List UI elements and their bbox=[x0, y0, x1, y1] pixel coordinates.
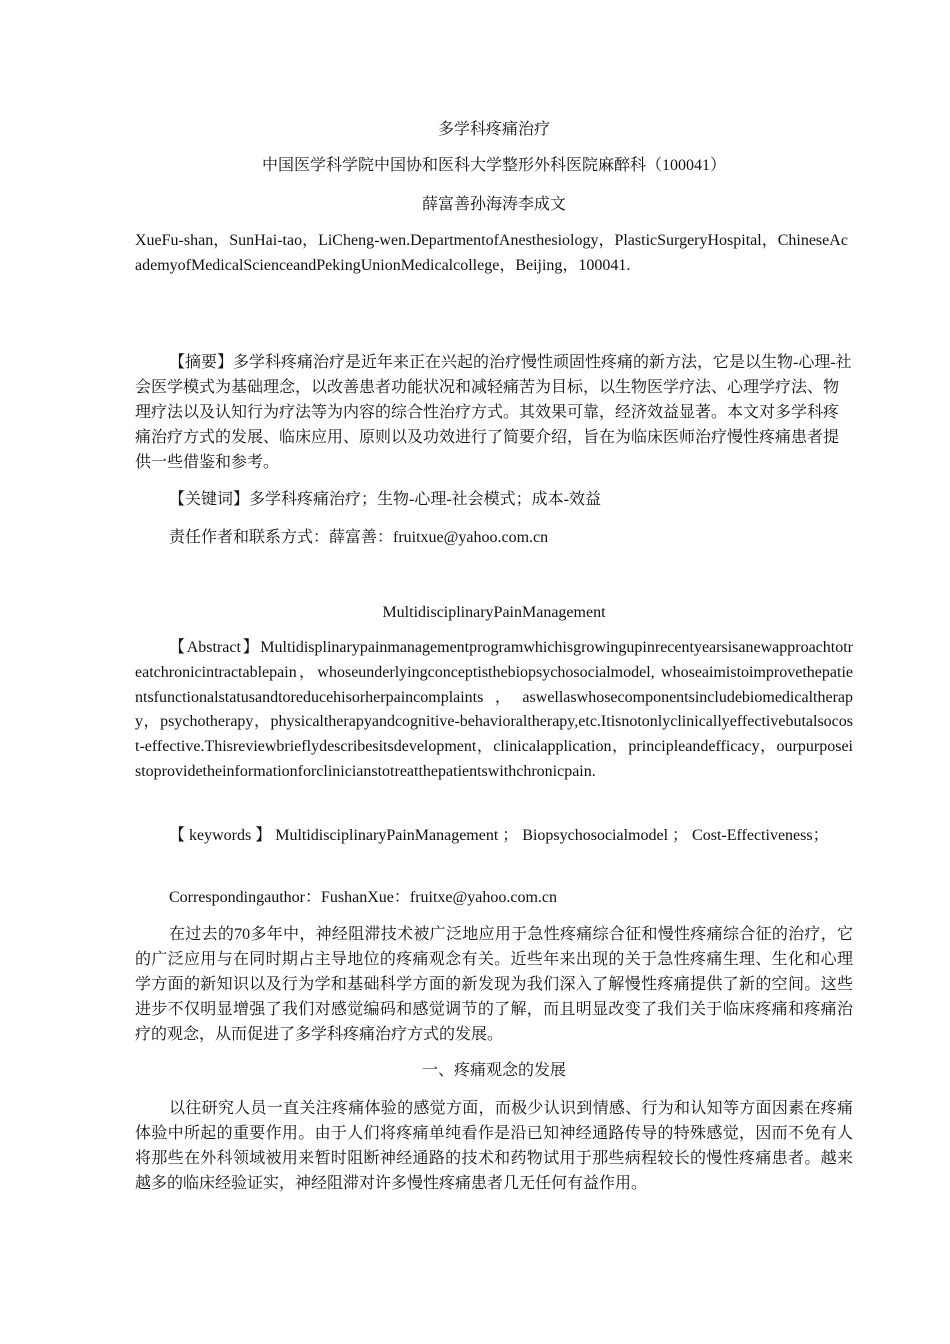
section-heading: 一、疼痛观念的发展 bbox=[421, 1062, 566, 1079]
correspondence-cn: 责任作者和联系方式：薛富善：fruitxue@yahoo.com.cn bbox=[169, 529, 549, 546]
english-title: MultidisciplinaryPainManagement bbox=[382, 604, 606, 621]
affiliation-cn: 中国医学科学院中国协和医科大学整形外科医院麻醉科（100041） bbox=[261, 157, 726, 174]
intro-paragraph: 在过去的70多年中，神经阻滞技术被广泛地应用于急性疼痛综合征和慢性疼痛综合征的治疗，它的广泛应用与在同时期占主导地位的疼痛观念有关。近些年来出现的关于急性疼痛生理、生化和心理学方面的新知识以及行为学和基础科学方面的新发现为我们深入了解慢性疼痛提供了新的空间。这些进步不仅明显增强了我们对感觉编码和感觉调节的了解，而且明显改变了我们关于临床疼痛和疼痛治疗的观念，从而促进了多学科疼痛治疗方式的发展。 bbox=[135, 926, 853, 1043]
abstract-cn: 【摘要】多学科疼痛治疗是近年来正在兴起的治疗慢性顽固性疼痛的新方法，它是以生物-心理-社会医学模式为基础理念，以改善患者功能状况和减轻痛苦为目标，以生物医学疗法、心理学疗法、物理疗法以及认知行为疗法等为内容的综合性治疗方式。其效果可靠，经济效益显著。本文对多学科疼痛治疗方式的发展、临床应用、原则以及功效进行了简要介绍，旨在为临床医师治疗慢性疼痛患者提供一些借鉴和参考。 bbox=[135, 354, 852, 471]
authors-cn: 薛富善孙海涛李成文 bbox=[421, 196, 566, 213]
paper-title: 多学科疼痛治疗 bbox=[437, 121, 550, 138]
keywords-en: 【 keywords 】 MultidisciplinaryPainManagement ； Biopsychosocialmodel ； Cost-Effectiveness； bbox=[169, 827, 829, 844]
abstract-en: 【Abstract】Multidisplinarypainmanagementprogramwhichisgrowingupinrecentyearsisanewapproachtotreatchronicintractablepain，whoseunderlyingconceptisthebiopsychosocialmodel, whoseaimistoimprovethepatientsfunctionalstatusandtoreducehisorherpaincomplaints，aswellaswhosecomponentsincludebiomedicaltherapy，psychotherapy，physicaltherapyandcognitive-behavioraltherapy,etc.Itisnotonlyclinicallyeffectivebutalsocost-effective.Thisreviewbrieflydescribesitsdevelopment，clinicalapplication，principleandefficacy，ourpurposeistoprovidetheinformationforclinicianstotreatthepatientswithchronicpain. bbox=[135, 639, 853, 780]
keywords-cn: 【关键词】多学科疼痛治疗；生物-心理-社会模式；成本-效益 bbox=[169, 491, 601, 508]
affiliation-en: XueFu-shan，SunHai-tao，LiCheng-wen.DepartmentofAnesthesiology，PlasticSurgeryHospital，ChineseAcademyofMedicalScienceandPekingUnionMedicalcollege，Beijing，100041. bbox=[135, 232, 848, 274]
section-paragraph: 以往研究人员一直关注疼痛体验的感觉方面，而极少认识到情感、行为和认知等方面因素在疼痛体验中所起的重要作用。由于人们将疼痛单纯看作是沿已知神经通路传导的特殊感觉，因而不免有人将那些在外科领域被用来暂时阻断神经通路的技术和药物试用于那些病程较长的慢性疼痛患者。越来越多的临床经验证实，神经阻滞对许多慢性疼痛患者几无任何有益作用。 bbox=[135, 1100, 853, 1192]
correspondence-en: Correspondingauthor：FushanXue：fruitxe@yahoo.com.cn bbox=[169, 889, 557, 906]
